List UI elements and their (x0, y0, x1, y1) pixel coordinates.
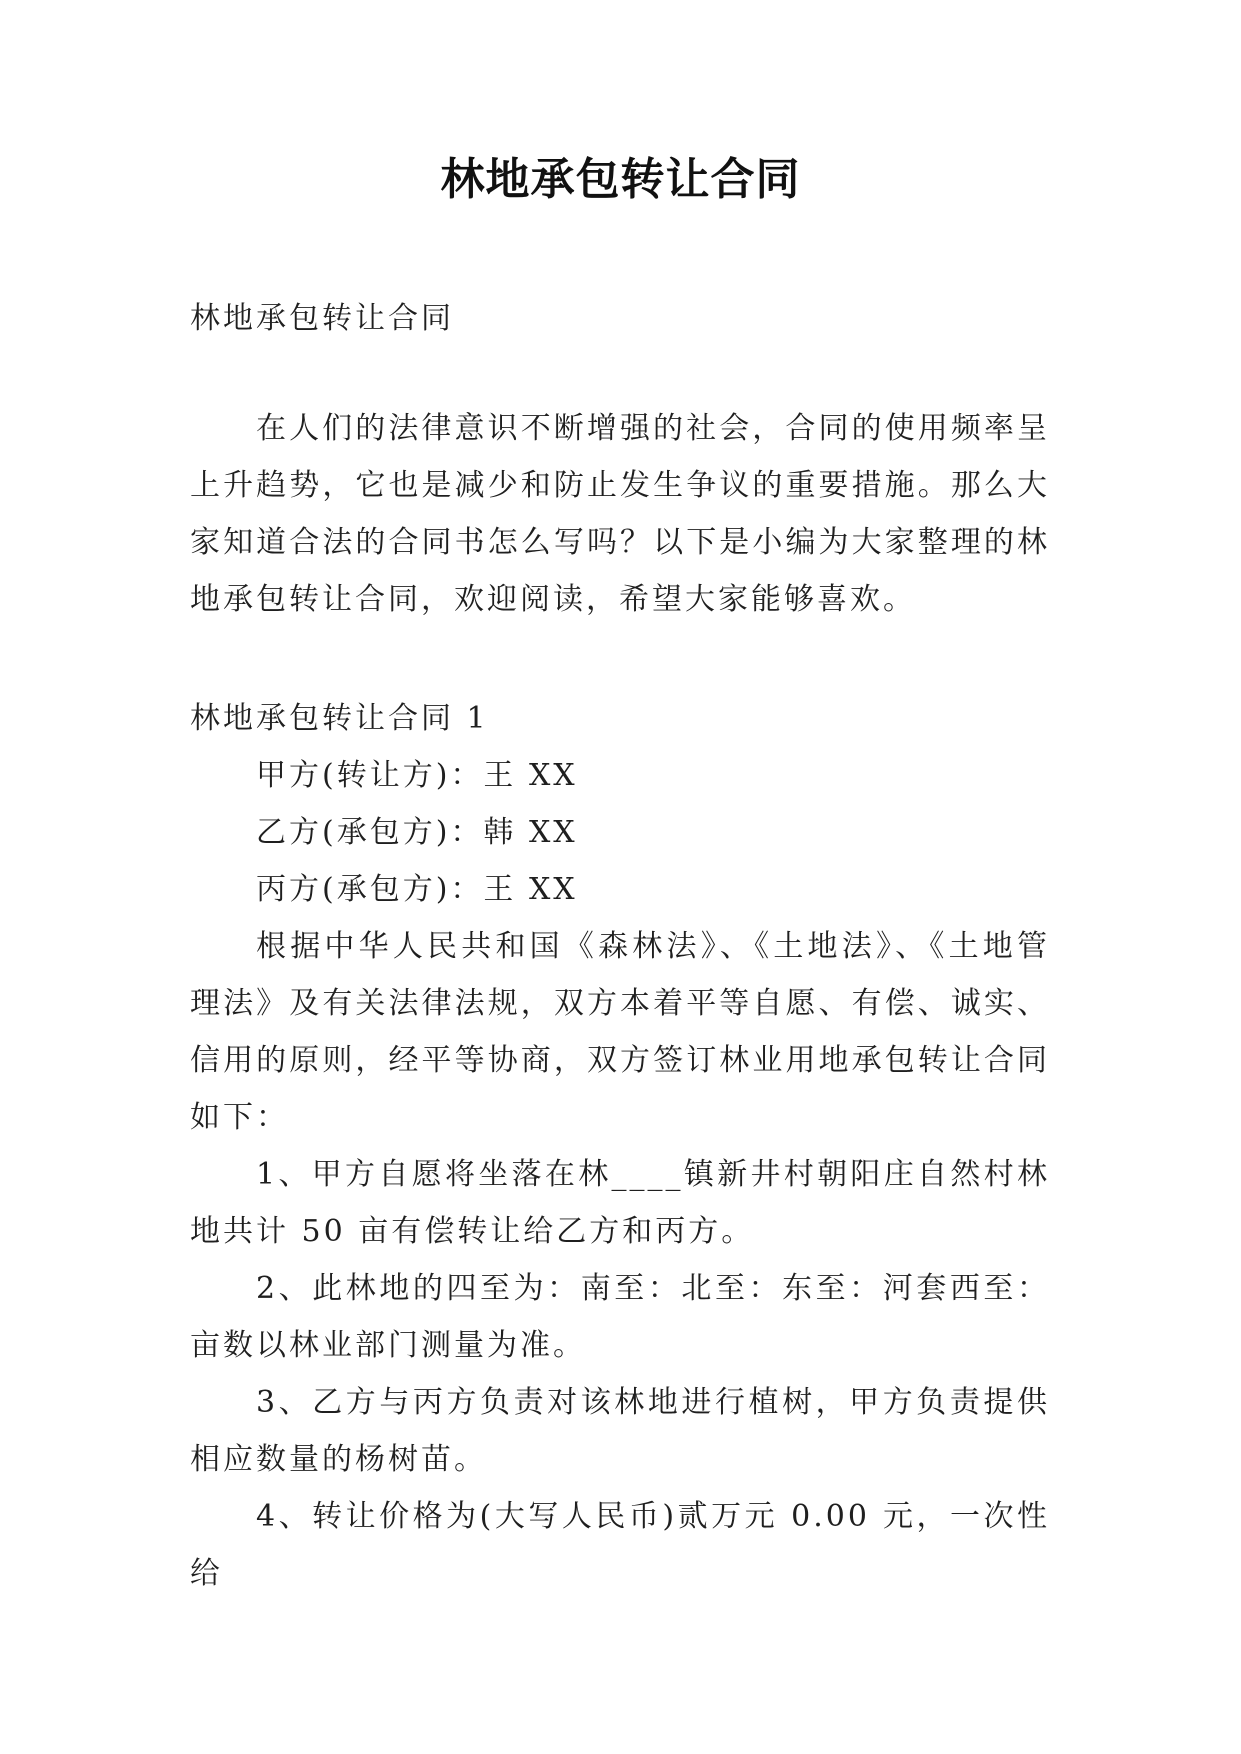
intro-paragraph: 在人们的法律意识不断增强的社会，合同的使用频率呈上升趋势，它也是减少和防止发生争议的重要措施。那么大家知道合法的合同书怎么写吗？以下是小编为大家整理的林地承包转让合同，欢迎阅读，希望大家能够喜欢。 (190, 411, 1050, 617)
clause-4: 4、转让价格为(大写人民币)贰万元 0.00 元，一次性给 (190, 1499, 1050, 1591)
document-subtitle: 林地承包转让合同 (190, 301, 454, 336)
clause-1: 1、甲方自愿将坐落在林____镇新井村朝阳庄自然村林地共计 50 亩有偿转让给乙方和丙方。 (190, 1157, 1050, 1249)
contract-heading: 林地承包转让合同 1 (190, 701, 489, 736)
party-c-line: 丙方(承包方)：王 XX (256, 872, 578, 907)
page-title: 林地承包转让合同 (440, 154, 801, 205)
preamble-paragraph: 根据中华人民共和国《森林法》、《土地法》、《土地管理法》及有关法律法规，双方本着平等自愿、有偿、诚实、信用的原则，经平等协商，双方签订林业用地承包转让合同如下： (190, 929, 1050, 1135)
party-a-line: 甲方(转让方)：王 XX (256, 758, 578, 793)
contract-section (190, 690, 1050, 1602)
party-b-line: 乙方(承包方)：韩 XX (256, 815, 578, 850)
clause-3: 3、乙方与丙方负责对该林地进行植树，甲方负责提供相应数量的杨树苗。 (190, 1385, 1050, 1477)
clause-2: 2、此林地的四至为：南至：北至：东至：河套西至：亩数以林业部门测量为准。 (190, 1271, 1050, 1363)
